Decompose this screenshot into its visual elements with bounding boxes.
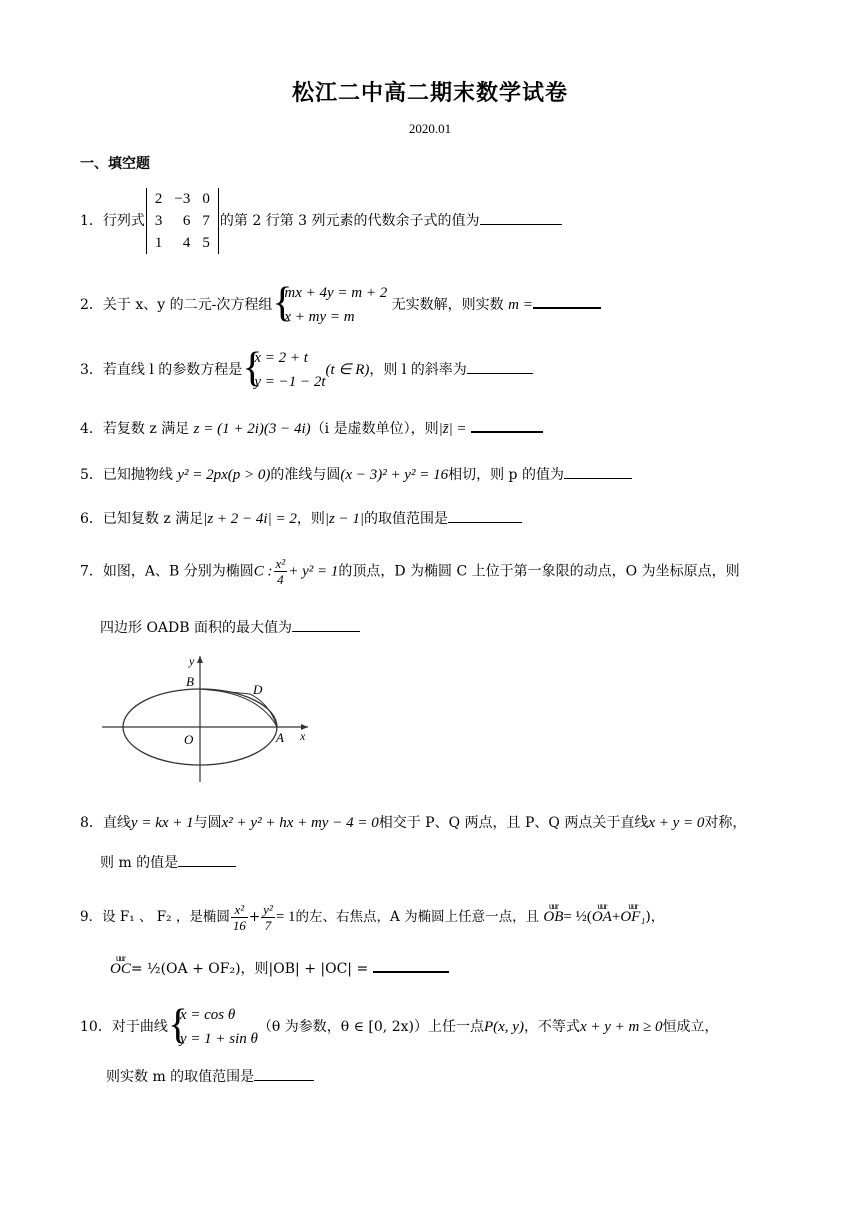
question-2: 2．关于 x、y 的二元-次方程组 { mx + 4y = m + 2 x + my = m 无实数解，则实数 m = [80, 281, 601, 329]
question-number: 1． [80, 213, 103, 229]
origin-label: O [184, 732, 194, 747]
point-D-label: D [253, 682, 263, 697]
question-8-line2: 则 m 的值是 [100, 852, 236, 873]
question-3: 3．若直线 l 的参数方程是 { x = 2 + t y = −1 − 2t(t ∈ R)，则 l 的斜率为 [80, 346, 533, 394]
question-9: 9．设 F₁ 、 F₂ ，是椭圆 $\frac{\text{x²}}{16}$ + $\frac{\text{y²}}{7}$ = 1的左、右焦点，A 为椭圆上任意一点，且 uur OB= ½( uur OA+ uur OF₁)， [80, 901, 665, 933]
question-4: 4．若复数 z 满足 z = (1 + 2i)(3 − 4i)（i 是虚数单位），则|z̄| = [80, 417, 543, 439]
answer-blank [292, 617, 360, 632]
parametric-equation: { x = 2 + t y = −1 − 2t [242, 345, 326, 391]
question-9-line2: uur OC= ½(OA + OF₂)，则|OB| + |OC| = [110, 957, 449, 979]
answer-blank [533, 293, 601, 309]
exam-date: 2020.01 [408, 121, 452, 136]
curve-parametric: { x = cos θ y = 1 + sin θ [167, 1002, 258, 1048]
question-6: 6．已知复数 z 满足|z + 2 − 4i| = 2，则|z − 1|的取值范围是 [80, 508, 522, 529]
answer-blank [373, 957, 449, 973]
y-axis-label: y [189, 654, 195, 668]
question-text: 行列式 [102, 213, 145, 229]
answer-blank [448, 508, 522, 523]
x-axis-label: x [300, 729, 306, 743]
answer-blank [564, 464, 632, 479]
answer-blank [178, 852, 236, 867]
equation-system: { mx + 4y = m + 2 x + my = m [272, 280, 388, 326]
answer-blank [480, 210, 562, 225]
question-1 [80, 188, 562, 254]
question-10: 10．对于曲线 { x = cos θ y = 1 + sin θ（θ 为参数，θ ∈ [0, 2x)）上任一点P(x, y)，不等式x + y + m ≥ 0恒成立， [80, 1003, 719, 1051]
answer-blank [471, 417, 543, 433]
determinant: 2 −3 0 3 6 7 1 4 5 [146, 188, 219, 254]
answer-blank [467, 359, 533, 374]
question-8: 8．直线y = kx + 1与圆x² + y² + hx + my − 4 = 0相交于 P、Q 两点，且 P、Q 两点关于直线x + y = 0对称， [80, 815, 747, 831]
section-heading: 一、填空题 [80, 156, 150, 172]
point-B-label: B [186, 674, 194, 689]
answer-blank [254, 1066, 314, 1081]
point-A-label: A [276, 730, 284, 745]
ellipse-figure [100, 652, 320, 784]
page-title: 松江二中高二期末数学试卷 [291, 81, 568, 106]
question-5: 5．已知抛物线 y² = 2px(p > 0)的准线与圆(x − 3)² + y² = 16相切，则 p 的值为 [80, 464, 632, 485]
question-text: 的第 2 行第 3 列元素的代数余子式的值为 [219, 213, 480, 229]
question-7-line2: 四边形 OADB 面积的最大值为 [100, 617, 360, 638]
question-7: 7．如图，A、B 分别为椭圆C : $\frac{\text{x²}}{4}$ + y² = 1的顶点，D 为椭圆 C 上位于第一象限的动点，O 为坐标原点，则 [80, 556, 740, 587]
question-10-line2: 则实数 m 的取值范围是 [106, 1066, 314, 1087]
